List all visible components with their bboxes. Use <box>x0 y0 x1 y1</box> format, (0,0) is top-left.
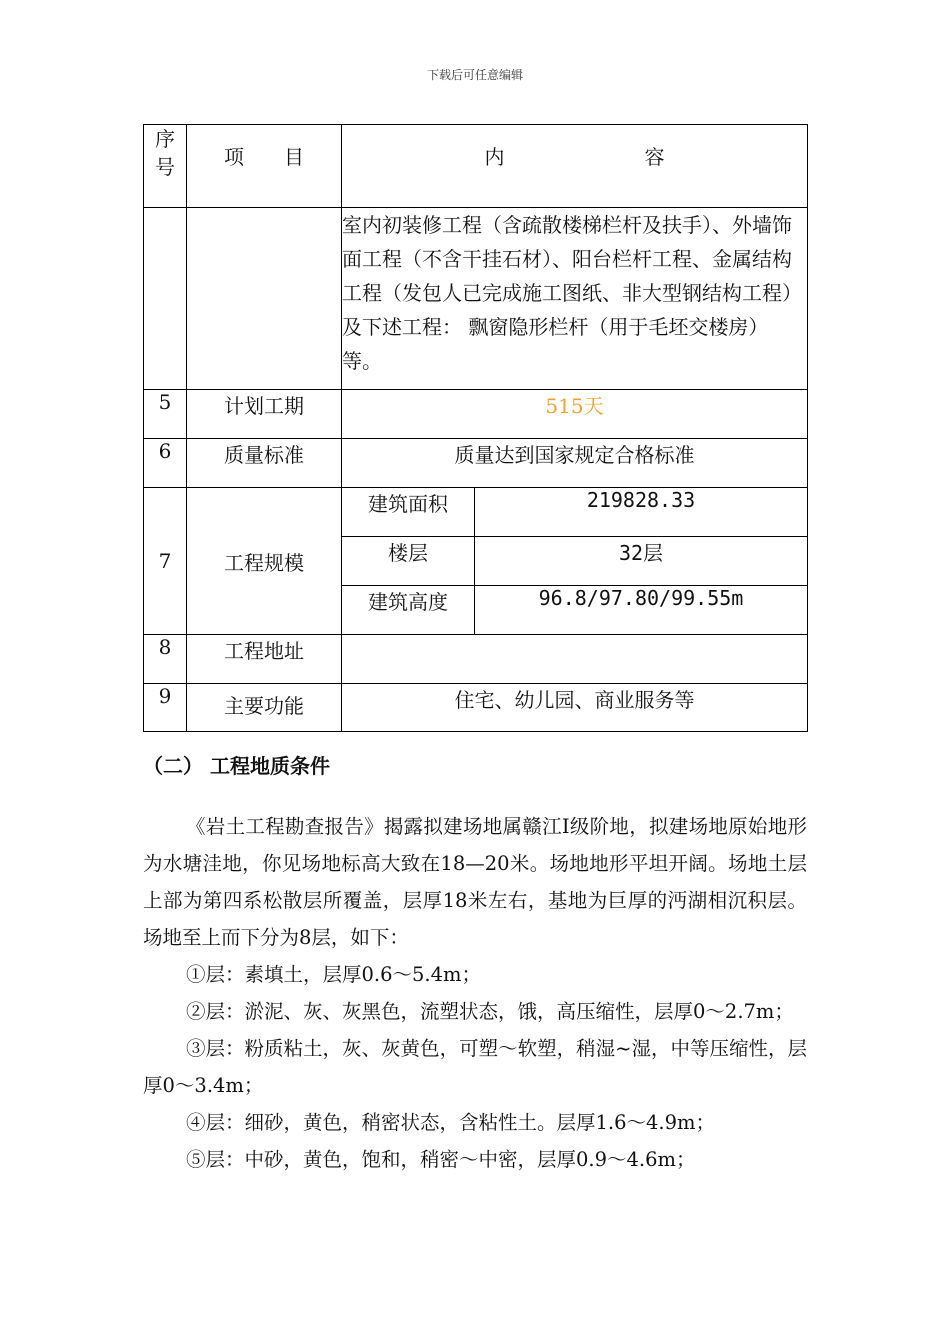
table-row-6 <box>144 439 808 488</box>
paragraph: 《岩土工程勘查报告》揭露拟建场地属赣江Ⅰ级阶地，拟建场地原始地形为水塘洼地，你见场地标高大致在18—20米。场地地形平坦开阔。场地土层上部为第四系松散层所覆盖，层厚18米左右，基地为巨厚的沔湖相沉积层。场地至上而下分为8层，如下： <box>143 815 807 949</box>
table-row-8 <box>144 635 808 684</box>
layer-item: ③层：粉质粘土，灰、灰黄色，可塑～软塑，稍湿~湿，中等压缩性，层厚0～3.4m； <box>143 1037 807 1097</box>
table-row-7a <box>144 488 808 537</box>
row-label: 计划工期 <box>187 390 342 439</box>
row-no: 7 <box>144 488 187 635</box>
header-item: 项 目 <box>187 125 342 208</box>
sub-label: 建筑高度 <box>342 586 475 635</box>
row-no: 5 <box>144 390 187 439</box>
row-no: 8 <box>144 635 187 684</box>
section-title: （二） 工程地质条件 <box>143 754 330 778</box>
geology-text <box>143 808 807 1178</box>
sub-label: 楼层 <box>342 537 475 586</box>
sub-value: 32层 <box>475 537 808 586</box>
duration-value: 515天 <box>342 390 808 439</box>
sub-value: 219828.33 <box>475 488 808 537</box>
address-value <box>342 635 808 684</box>
table-row-scope <box>144 208 808 390</box>
layer-item: ①层：素填土，层厚0.6～5.4m； <box>186 963 482 986</box>
layer-item: ④层：细砂，黄色，稍密状态，含粘性土。层厚1.6～4.9m； <box>186 1111 716 1134</box>
table-row-9 <box>144 684 808 732</box>
header-note: 下载后可任意编辑 <box>426 68 523 82</box>
row-no: 6 <box>144 439 187 488</box>
scope-text: 室内初装修工程（含疏散楼梯栏杆及扶手）、外墙饰面工程（不含干挂石材）、阳台栏杆工程、金属结构工程（发包人已完成施工图纸、非大型钢结构工程）及下述工程： 飘窗隐形栏杆（用于毛坯交楼房）等。 <box>342 208 808 390</box>
row-label: 工程地址 <box>187 635 342 684</box>
row-no: 9 <box>144 684 187 732</box>
header-content: 内 容 <box>342 125 808 208</box>
sub-value: 96.8/97.80/99.55m <box>475 586 808 635</box>
table-row-5 <box>144 390 808 439</box>
row-label: 质量标准 <box>187 439 342 488</box>
header-no: 序号 <box>144 125 187 208</box>
scope-item-cell <box>187 208 342 390</box>
function-value: 住宅、幼儿园、商业服务等 <box>342 684 808 732</box>
layer-item: ⑤层：中砂，黄色，饱和，稍密～中密，层厚0.9～4.6m； <box>186 1148 696 1171</box>
row-label: 工程规模 <box>187 488 342 635</box>
table-header-row <box>144 125 808 208</box>
row-label: 主要功能 <box>187 684 342 732</box>
quality-value: 质量达到国家规定合格标准 <box>342 439 808 488</box>
scope-no-cell <box>144 208 187 390</box>
layer-item: ②层：淤泥、灰、灰黑色，流塑状态，饿，高压缩性，层厚0～2.7m； <box>186 1000 794 1023</box>
project-info-table <box>143 124 808 732</box>
sub-label: 建筑面积 <box>342 488 475 537</box>
